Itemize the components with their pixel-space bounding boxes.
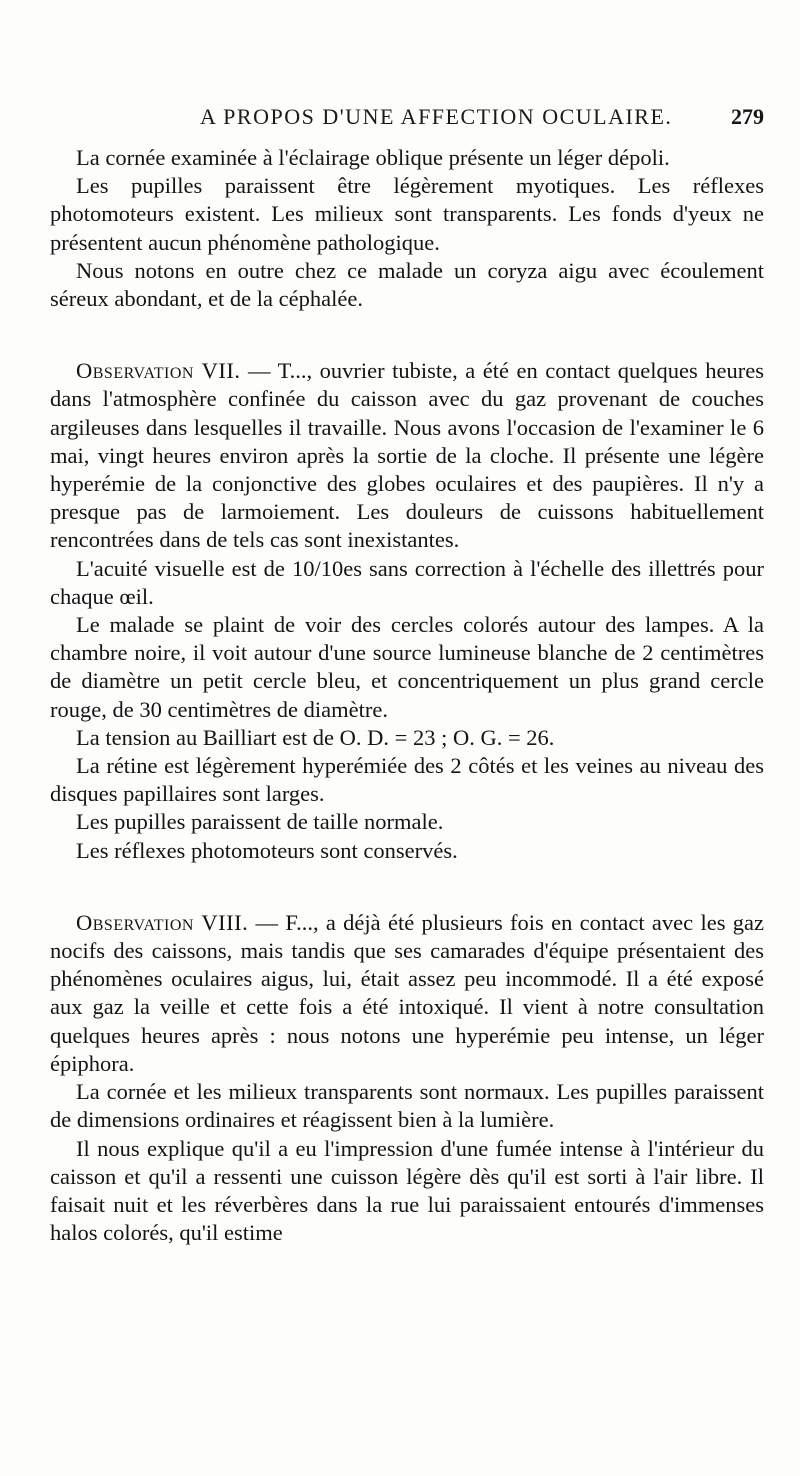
observation-heading: Observation VII. <box>76 358 241 384</box>
observation-8 <box>50 909 764 1247</box>
observation-text: — F..., a déjà été plusieurs fois en contact avec les gaz nocifs des caissons, mais tandis que ses camarades d'équipe présentaient des phénomènes oculaires aigus, lui, était assez peu incommodé. Il a été exposé aux gaz la veille et cette fois a été intoxiqué. Il vient à notre consultation quelques heures après : nous notons une hyperémie peu intense, un léger épiphora. <box>50 909 764 1076</box>
page-header <box>50 96 764 136</box>
observation-heading: Observation VIII. <box>76 909 249 935</box>
observation-paragraph <box>50 909 764 1078</box>
paragraph: Le malade se plaint de voir des cercles colorés autour des lampes. A la chambre noire, il voit autour d'une source lumineuse blanche de 2 centimètres de diamètre un petit cercle bleu, et concentriquement un plus grand cercle rouge, de 30 centimètres de diamètre. <box>50 612 764 722</box>
paragraph: La cornée et les milieux transparents sont normaux. Les pupilles paraissent de dimensions ordinaires et réagissent bien à la lumière. <box>50 1079 764 1133</box>
paragraph: Les pupilles paraissent de taille normale. <box>76 809 444 835</box>
paragraph: Il nous explique qu'il a eu l'impression d'une fumée intense à l'intérieur du caisson et qu'il a ressenti une cuisson légère dès qu'il est sorti à l'air libre. Il faisait nuit et les réverbères dans la rue lui paraissaient entourés d'immenses halos colorés, qu'il estime <box>50 1135 764 1246</box>
page-number: 279 <box>731 104 764 129</box>
paragraph: La rétine est légèrement hyperémiée des 2 côtés et les veines au niveau des disques papillaires sont larges. <box>50 753 764 807</box>
running-head: A PROPOS D'UNE AFFECTION OCULAIRE. <box>200 104 673 129</box>
paragraph: L'acuité visuelle est de 10/10es sans correction à l'échelle des illettrés pour chaque œil. <box>50 555 764 609</box>
observation-paragraph <box>50 357 764 554</box>
paragraph: La tension au Bailliart est de O. D. = 23 ; O. G. = 26. <box>76 724 555 750</box>
paragraph: La cornée examinée à l'éclairage oblique présente un léger dépoli. <box>76 145 670 170</box>
paragraph: Les pupilles paraissent être légèrement myotiques. Les réflexes photomoteurs existent. Les milieux sont transparents. Les fonds d'yeux ne présentent aucun phénomène pathologique. <box>50 173 764 255</box>
opening-section <box>50 144 764 313</box>
paragraph: Les réflexes photomoteurs sont conservés. <box>76 837 458 863</box>
observation-text: — T..., ouvrier tubiste, a été en contact quelques heures dans l'atmosphère confinée du caisson avec du gaz provenant de couches argileuses dans lesquelles il travaille. Nous avons l'occasion de l'examiner le 6 mai, vingt heures environ après la sortie de la cloche. Il présente une légère hyperémie de la conjonctive des globes oculaires et des paupières. Il n'y a presque pas de larmoiement. Les douleurs de cuissons habituellement rencontrées dans de tels cas sont inexistantes. <box>50 358 765 553</box>
paragraph: Nous notons en outre chez ce malade un coryza aigu avec écoulement séreux abondant, et de la céphalée. <box>50 257 764 312</box>
observation-7 <box>50 357 764 865</box>
